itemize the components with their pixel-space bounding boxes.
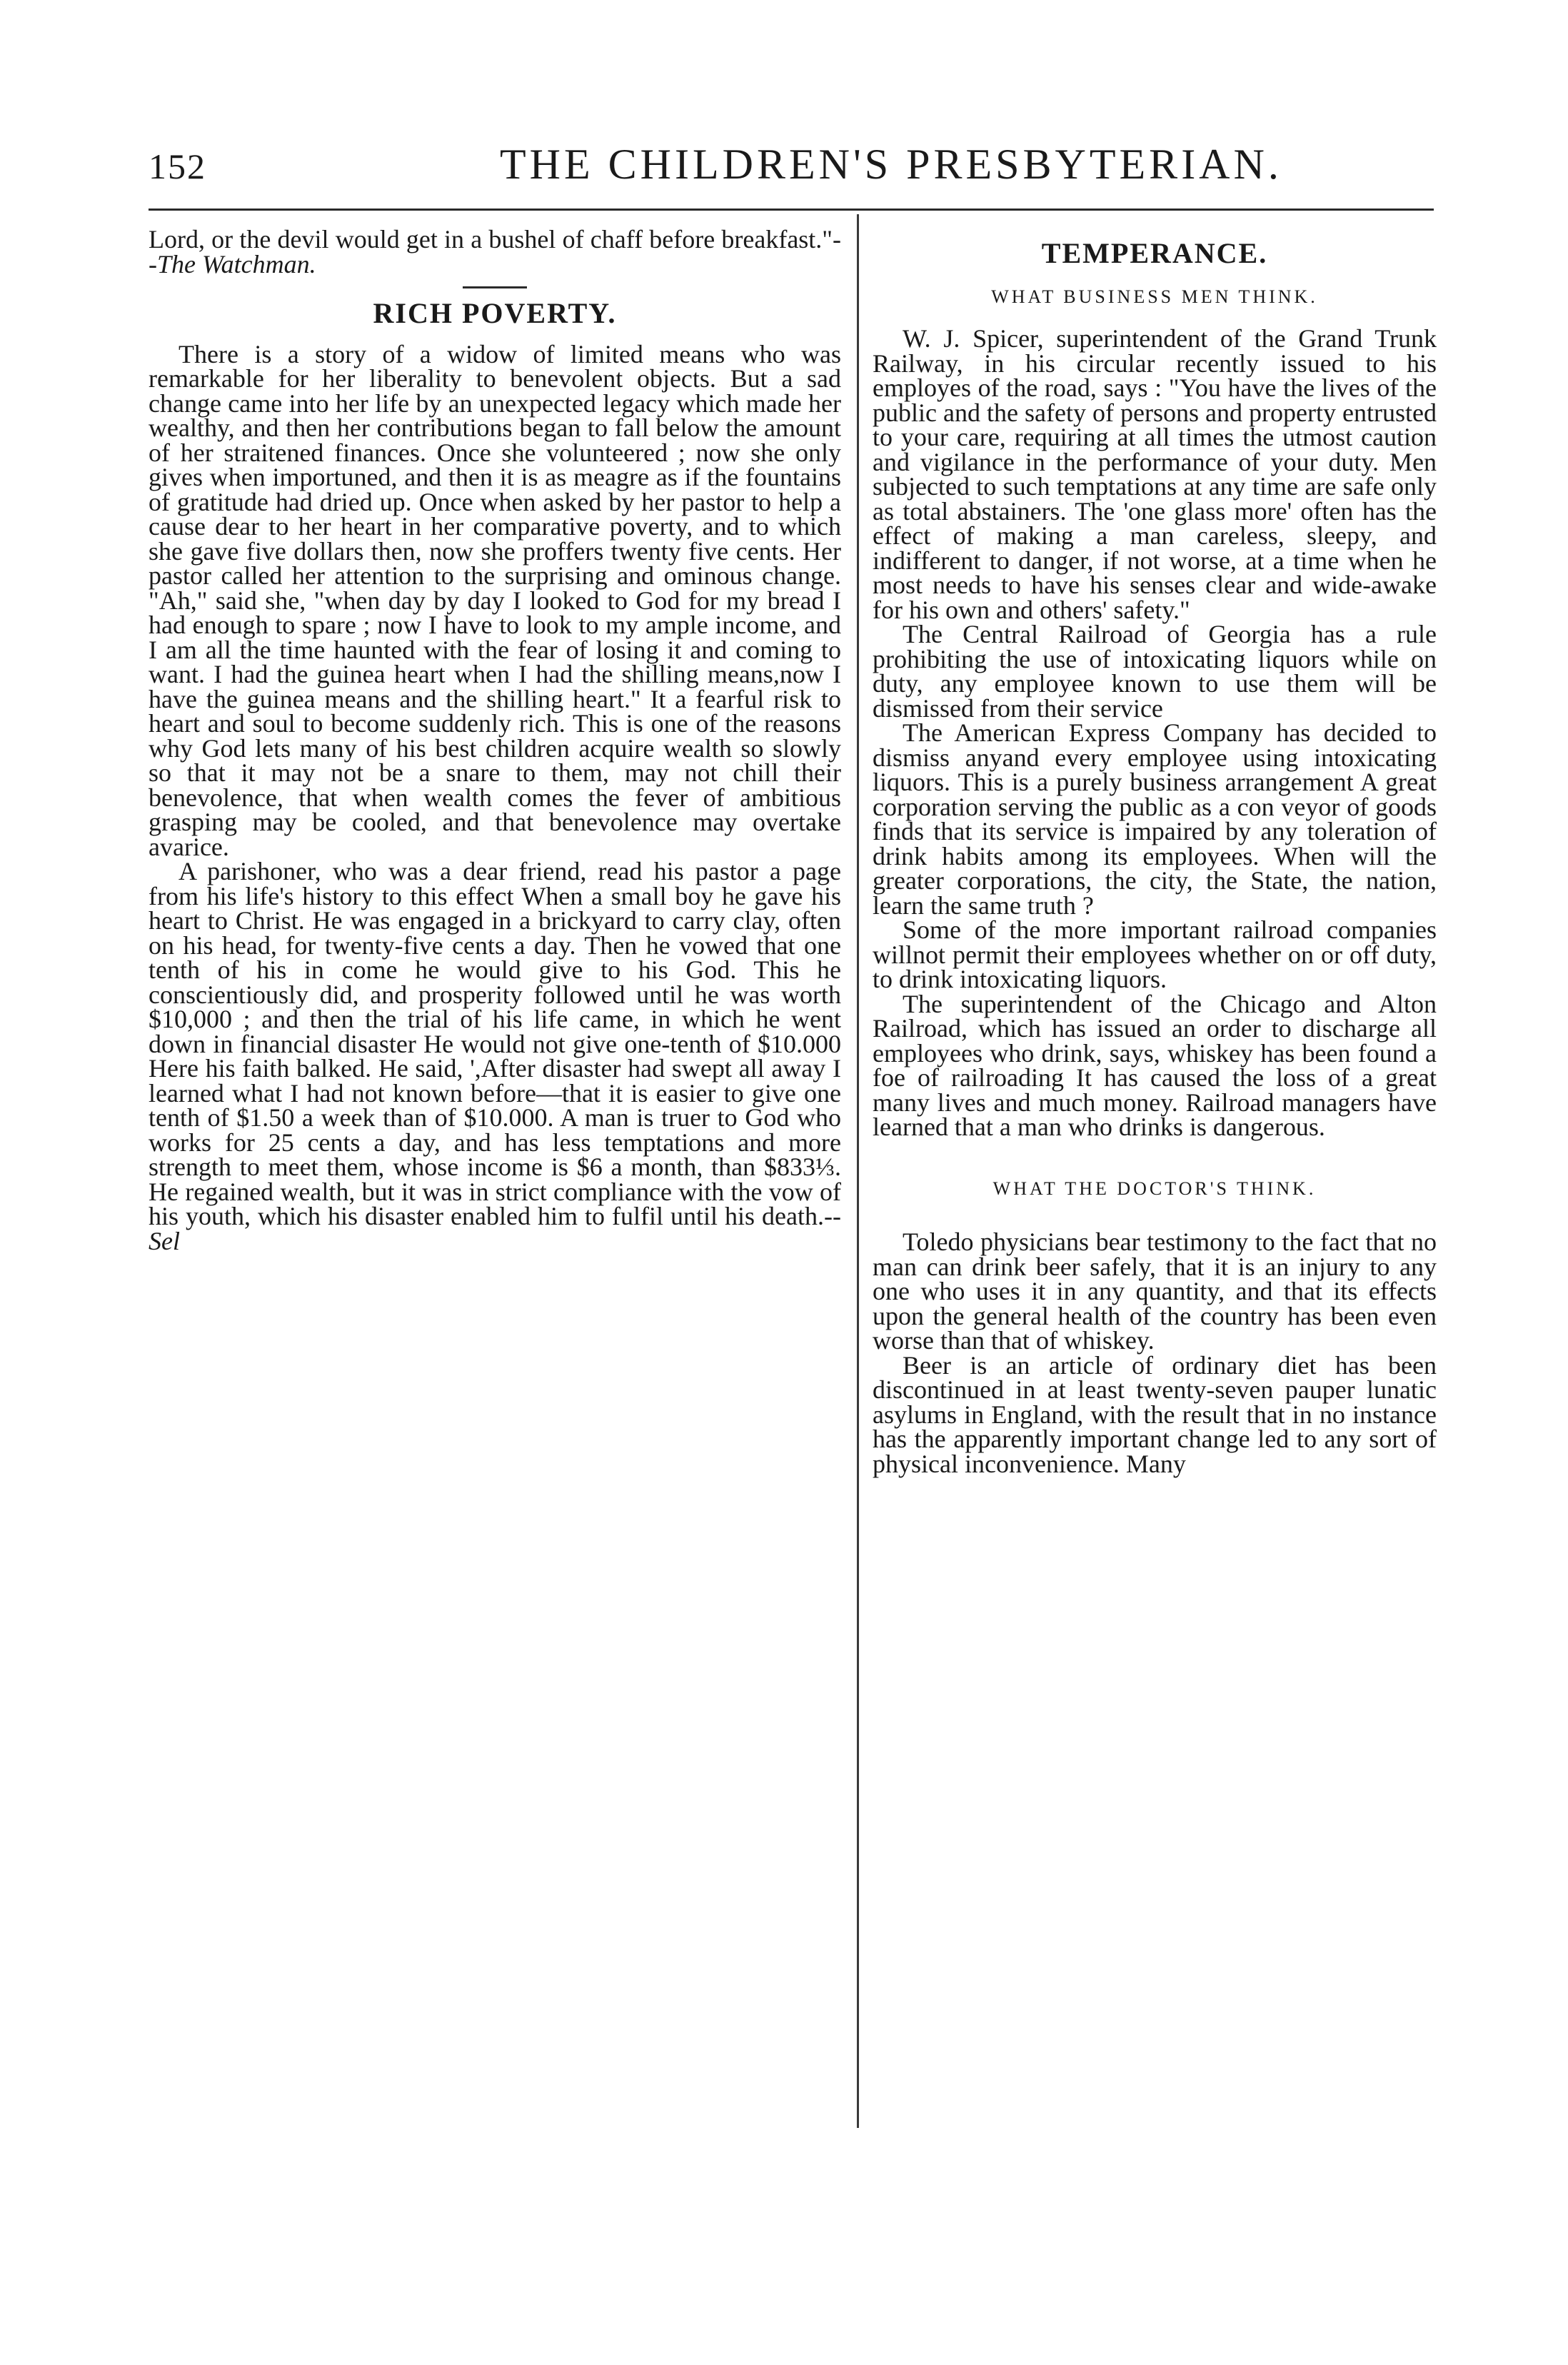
article-paragraph: The Central Railroad of Georgia has a rule prohibiting the use of intoxicating liquors while on duty, any employee known to use them will be dismissed from their service (873, 620, 1437, 723)
article-title-rich-poverty: RICH POVERTY. (373, 297, 617, 329)
article-source: Sel (149, 1226, 180, 1255)
running-title: THE CHILDREN'S PRESBYTERIAN. (500, 141, 1282, 188)
continuation-text: Lord, or the devil would get in a bushel of chaff before breakfast."-- (149, 225, 841, 278)
header-rule (149, 209, 1434, 211)
section-heading-doctors: WHAT THE DOCTOR'S THINK. (992, 1178, 1317, 1199)
article-paragraph: The superintendent of the Chicago and Alton Railroad, which has issued an order to discharge all employees who drink, says, whiskey has been found a foe of railroading It has caused the loss of a great many lives and much money. Railroad managers have learned that a man who drinks is dangerous. (873, 989, 1437, 1141)
left-column (149, 227, 841, 1253)
article-paragraph: W. J. Spicer, superintendent of the Grand Trunk Railway, in his circular recently issued to his employes of the road, says : "You have the lives of the public and the safety of persons and property entrusted to your care, requiring at all times the utmost caution and vigilance in the performance of your duty. Men subjected to such temptations at any time are safe only as total abstainers. The 'one glass more' often has the effect of making a man careless, sleepy, and indifferent to danger, if not worse, at a time when he most needs to have his senses clear and wide-awake for his own and others' safety." (873, 324, 1437, 624)
continuation-source: The Watchman. (157, 249, 316, 278)
article-title-temperance: TEMPERANCE. (1041, 237, 1268, 269)
right-column (873, 227, 1437, 1476)
article-paragraph: Some of the more important railroad companies willnot permit their employees whether on or off duty, to drink intoxicating liquors. (873, 915, 1437, 993)
column-divider (857, 214, 859, 2128)
article-paragraph: Toledo physicians bear testimony to the fact that no man can drink beer safely, that it is an injury to any one who uses it in any quantity, and that its effects upon the general health of the country has been even worse than that of whiskey. (873, 1227, 1437, 1355)
article-paragraph: Beer is an article of ordinary diet has been discontinued in at least twenty-seven pauper lunatic asylums in England, with the result that in no instance has the apparently important change led to any sort of physical inconvenience. Many (873, 1350, 1437, 1478)
page-number: 152 (149, 146, 206, 186)
continuation-paragraph (149, 227, 841, 276)
article-paragraph: There is a story of a widow of limited means who was remarkable for her liberality to benevolent objects. But a sad change came into her life by an unexpected legacy which made her wealthy, and then her contributions began to fall below the amount of her straitened finances. Once she volunteered ; now she only gives when importuned, and then it is as meagre as if the fountains of gratitude had dried up. Once when asked by her pastor to help a cause dear to her heart in her comparative poverty, and to which she gave five dollars then, now she proffers twenty five cents. Her pastor called her attention to the surprising and ominous change. "Ah," said she, "when day by day I looked to God for my bread I had enough to spare ; now I have to look to my ample income, and I am all the time haunted with the fear of losing it and coming to want. I had the guinea heart when I had the shilling means,now I have the guinea means and the shilling heart." It a fearful risk to heart and soul to become suddenly rich. This is one of the reasons why God lets many of his best children acquire wealth so slowly so that it may not be a snare to them, may not chill their benevolence, that when wealth comes the fever of ambitious grasping may be cooled, and that benevolence may overtake avarice. (149, 339, 841, 861)
article-paragraph: The American Express Company has decided to dismiss anyand every employee using intoxicating liquors. This is a purely business arrangement A great corporation serving the public as a con veyor of goods finds that its service is impaired by any toleration of drink habits among its employees. When will the greater corporations, the city, the State, the nation, learn the same truth ? (873, 718, 1437, 920)
separator-rule (463, 286, 527, 288)
article-paragraph (149, 859, 841, 1253)
section-heading-business-men: WHAT BUSINESS MEN THINK. (991, 286, 1318, 307)
article-paragraph-text: A parishoner, who was a dear friend, read his pastor a page from his life's history to this effect When a small boy he gave his heart to Christ. He was engaged in a brickyard to carry clay, often on his head, for twenty-five cents a day. Then he vowed that one tenth of his in come he would give to his God. This he conscientiously did, and prosperity followed until he was worth $10,000 ; and then the trial of his life came, in which he went down in financial disaster He would not give one-tenth of $10.000 Here his faith balked. He said, ',After disaster had swept all away I learned what I had not known before—that it is easier to give one tenth of $1.50 a week than of $10.000. A man is truer to God who works for 25 cents a day, and has less temptations and more strength to meet them, whose income is $6 a month, than $833⅓. He regained wealth, but it was in strict compliance with the vow of his youth, which his disaster enabled him to fulfil until his death.-- (149, 857, 841, 1230)
